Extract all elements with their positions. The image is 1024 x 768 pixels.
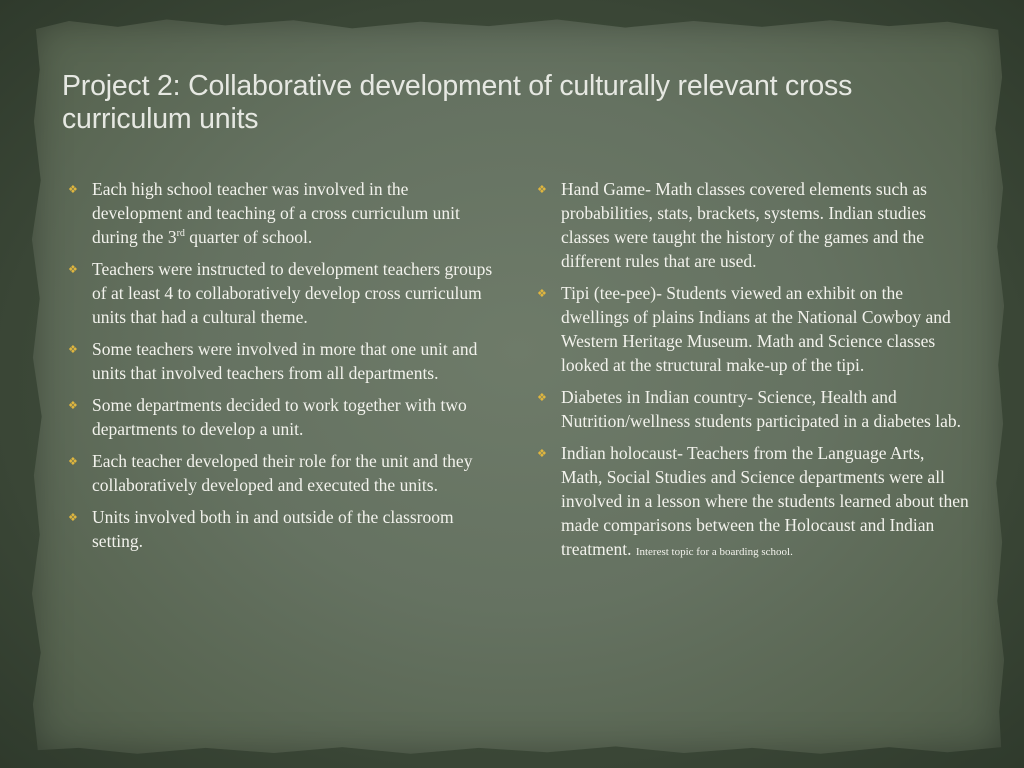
list-item [537, 385, 969, 433]
left-bullet-list [68, 177, 493, 561]
diamond-bullet-icon: ❖ [68, 512, 78, 524]
diamond-bullet-icon: ❖ [68, 184, 78, 196]
superscript-ordinal: rd [176, 228, 185, 240]
list-item-text: Hand Game- Math classes covered elements such as probabilities, stats, brackets, systems. Indian studies classes were taught the history of the games and the different rules that are used. [561, 179, 927, 271]
list-item [537, 441, 969, 564]
list-item-text: Diabetes in Indian country- Science, Health and Nutrition/wellness students participated in a diabetes lab. [561, 387, 961, 431]
list-item [68, 449, 493, 497]
list-item-text: Some departments decided to work together with two departments to develop a unit. [92, 395, 467, 439]
list-item-text: Each teacher developed their role for the unit and they collaboratively developed and executed the units. [92, 451, 473, 495]
diamond-bullet-icon: ❖ [68, 400, 78, 412]
list-item-text: Some teachers were involved in more that one unit and units that involved teachers from all departments. [92, 339, 478, 383]
list-item [68, 505, 493, 553]
diamond-bullet-icon: ❖ [537, 392, 547, 404]
diamond-bullet-icon: ❖ [68, 456, 78, 468]
list-item-text: Units involved both in and outside of the classroom setting. [92, 507, 454, 551]
slide-title: Project 2: Collaborative development of culturally relevant cross curriculum units [62, 70, 853, 135]
list-item [68, 393, 493, 441]
right-bullet-list [537, 177, 969, 572]
list-item [537, 281, 969, 377]
diamond-bullet-icon: ❖ [537, 448, 547, 460]
list-item-text-continued: quarter of school. [184, 227, 313, 247]
list-item [68, 337, 493, 385]
diamond-bullet-icon: ❖ [68, 344, 78, 356]
list-item-text: Indian holocaust- Teachers from the Language Arts, Math, Social Studies and Science departments were all involved in a lesson where the students learned about then made comparisons between the Holocaust and Indian treatment. [561, 443, 969, 559]
list-item [68, 257, 493, 329]
list-item-text: Teachers were instructed to development teachers groups of at least 4 to collaboratively develop cross curriculum units that had a cultural theme. [92, 259, 493, 327]
small-note-text: Interest topic for a boarding school. [635, 546, 793, 558]
diamond-bullet-icon: ❖ [537, 184, 547, 196]
diamond-bullet-icon: ❖ [537, 288, 547, 300]
list-item-text: Each high school teacher was involved in the development and teaching of a cross curriculum unit during the 3 [92, 179, 460, 247]
list-item [537, 177, 969, 273]
list-item [68, 177, 493, 249]
diamond-bullet-icon: ❖ [68, 264, 78, 276]
list-item-text: Tipi (tee-pee)- Students viewed an exhibit on the dwellings of plains Indians at the National Cowboy and Western Heritage Museum. Math and Science classes looked at the structural make-up of the tipi. [561, 283, 951, 375]
